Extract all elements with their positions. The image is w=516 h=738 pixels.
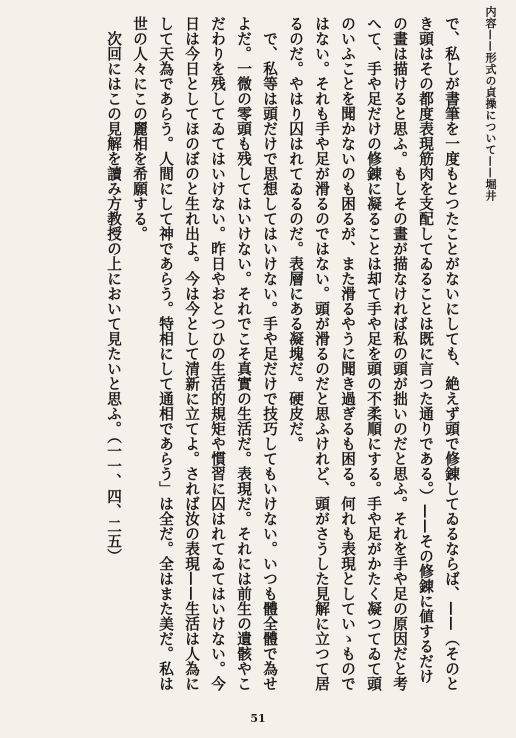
page-number: 51 xyxy=(250,712,266,725)
body-text xyxy=(44,16,464,696)
running-head: 内容——形式の貞操について——堀井 xyxy=(484,6,497,202)
paragraph: で、私しが書筆を一度もとつたことがないにしても、絶えず頭で修錬してゐるならば、——（そのとき頭はその都度表現筋肉を支配してゐることは既に言つた通りである。）——その修錬に値するだけの畫は描けると思ふ。もしその畫が描なければ私の頭が拙いのだと思ふ。それを手や足の原因だと考へて、手や足だけの修錬に凝ることは却て手や足を頭の不柔順にする。手や足がかたく凝つてゐて頭のいふことを聞かないのも困るが、また滑るやうに聞き過ぎるも困る。何れも表現としていゝものではない。それも手や足が滑るのではない。頭が滑るのだと思ふけれど、頭がさうした見解に立つて居るのだ。やはり囚はれてゐるのだ。表層にある凝塊だ。硬皮だ。 xyxy=(287,16,460,691)
paragraph: で、私等は頭だけで思想してはいけない。手や足だけで技巧してもいけない。いつも體全體で為せよだ。一微の零頭も残してはいけない。それでこそ真實の生活だ。表現だ。それには前生の遺骸やこだわりを残してゐてはいけない。昨日やおとつひの生活的規矩や慣習に囚はれてゐてはいけない。今日は今日としてほのぼのと生れ出よ。今は今として清新に立てよ。されば汝の表現——生活は人為にして天為であらう。人間にして神であらう。特相にして通相であらう」は全だ。全はまた美だ。私は世の人々にこの麗相を希願する。 xyxy=(131,16,278,691)
closing-note: 次回にはこの見解を讀み方教授の上において見たいと思ふ。（一一、四、二五） xyxy=(105,30,122,564)
